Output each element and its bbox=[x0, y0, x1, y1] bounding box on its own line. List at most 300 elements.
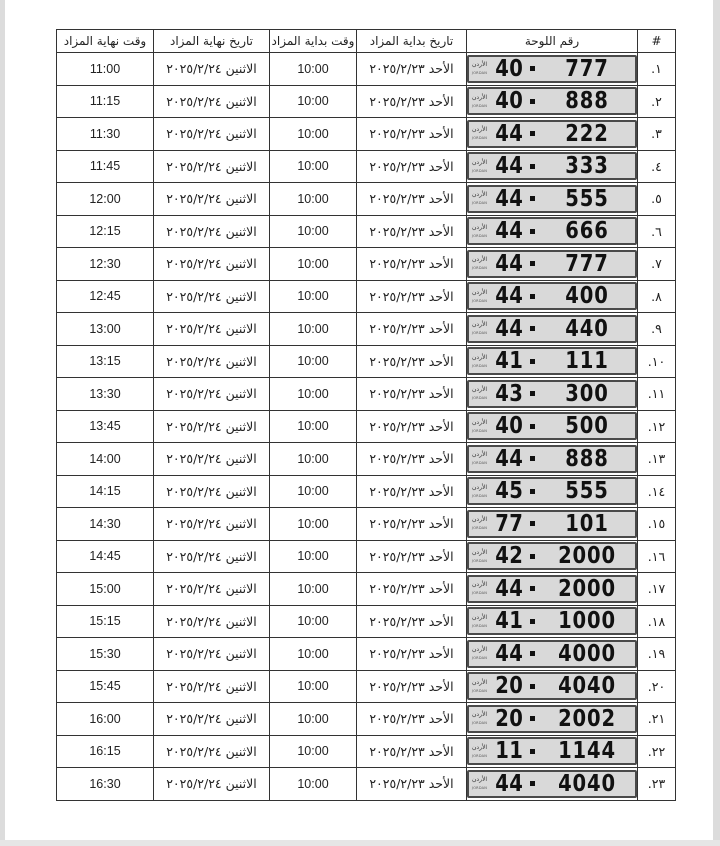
plate-cell bbox=[467, 280, 638, 313]
row-index: ١٦. bbox=[638, 540, 676, 573]
row-index: ١٢. bbox=[638, 410, 676, 443]
start-time: 10:00 bbox=[270, 85, 357, 118]
plate-country-arabic: الأردن bbox=[472, 581, 488, 588]
header-start-date: تاريخ بداية المزاد bbox=[357, 30, 467, 53]
start-time: 10:00 bbox=[270, 768, 357, 801]
plate-cell bbox=[467, 53, 638, 86]
plate-country-tag bbox=[472, 127, 494, 141]
plate-country-tag bbox=[472, 550, 494, 564]
end-date: الاثنين ٢٠٢٥/٢/٢٤ bbox=[154, 118, 270, 151]
license-plate bbox=[467, 477, 637, 505]
plate-country-tag bbox=[472, 777, 494, 791]
table-row bbox=[57, 345, 676, 378]
plate-separator-dot bbox=[530, 489, 535, 494]
end-time: 11:45 bbox=[57, 150, 154, 183]
start-time: 10:00 bbox=[270, 638, 357, 671]
plate-country-english: JORDAN bbox=[472, 103, 488, 108]
plate-country-arabic: الأردن bbox=[472, 743, 488, 751]
start-time: 10:00 bbox=[270, 540, 357, 573]
plate-code: 11 bbox=[495, 738, 524, 765]
plate-cell bbox=[467, 378, 638, 411]
table-row bbox=[57, 410, 676, 443]
plate-country-english: JORDAN bbox=[472, 233, 488, 238]
row-index: ٥. bbox=[638, 183, 676, 216]
start-time: 10:00 bbox=[270, 53, 357, 86]
start-date: الأحد ٢٠٢٥/٢/٢٣ bbox=[357, 183, 467, 216]
start-time: 10:00 bbox=[270, 378, 357, 411]
plate-number: 777 bbox=[565, 250, 609, 277]
plate-cell bbox=[467, 345, 638, 378]
plate-country-english: JORDAN bbox=[472, 623, 488, 628]
row-index: ٨. bbox=[638, 280, 676, 313]
plate-cell bbox=[467, 768, 638, 801]
plate-country-english: JORDAN bbox=[472, 656, 488, 660]
plate-country-arabic: الأردن bbox=[472, 776, 488, 783]
plate-separator-dot bbox=[530, 456, 535, 461]
start-date: الأحد ٢٠٢٥/٢/٢٣ bbox=[357, 118, 467, 151]
row-index: ١٧. bbox=[638, 573, 676, 606]
plate-cell bbox=[467, 670, 638, 703]
start-time: 10:00 bbox=[270, 735, 357, 768]
plate-country-arabic: الأردن bbox=[472, 126, 488, 133]
plate-country-arabic: الأردن bbox=[472, 711, 488, 718]
start-date: الأحد ٢٠٢٥/٢/٢٣ bbox=[357, 768, 467, 801]
plate-separator-dot bbox=[530, 716, 535, 721]
plate-country-tag bbox=[472, 517, 494, 531]
plate-number: 555 bbox=[565, 185, 609, 212]
start-time: 10:00 bbox=[270, 150, 357, 183]
plate-number: 888 bbox=[565, 88, 609, 115]
table-row bbox=[57, 768, 676, 801]
license-plate bbox=[467, 607, 637, 635]
table-row bbox=[57, 118, 676, 151]
plate-cell bbox=[467, 573, 638, 606]
plate-country-arabic: الأردن bbox=[472, 483, 488, 491]
plate-country-english: JORDAN bbox=[472, 688, 488, 693]
plate-code: 44 bbox=[495, 315, 524, 342]
end-time: 14:15 bbox=[57, 475, 154, 508]
plate-number: 333 bbox=[565, 153, 609, 180]
start-date: الأحد ٢٠٢٥/٢/٢٣ bbox=[357, 508, 467, 541]
plate-country-arabic: الأردن bbox=[472, 353, 488, 361]
end-time: 14:45 bbox=[57, 540, 154, 573]
plate-number: 1144 bbox=[558, 738, 616, 765]
table-row bbox=[57, 475, 676, 508]
end-date: الاثنين ٢٠٢٥/٢/٢٤ bbox=[154, 703, 270, 736]
plate-country-arabic: الأردن bbox=[472, 646, 488, 653]
table-row bbox=[57, 605, 676, 638]
table-row bbox=[57, 703, 676, 736]
end-time: 15:15 bbox=[57, 605, 154, 638]
row-index: ٢. bbox=[638, 85, 676, 118]
plate-separator-dot bbox=[530, 554, 535, 559]
plate-country-arabic: الأردن bbox=[472, 61, 488, 68]
plate-separator-dot bbox=[530, 131, 535, 136]
plate-separator-dot bbox=[530, 781, 535, 786]
license-plate bbox=[467, 640, 637, 668]
plate-number: 2002 bbox=[558, 705, 616, 732]
license-plate bbox=[467, 87, 637, 115]
end-date: الاثنين ٢٠٢٥/٢/٢٤ bbox=[154, 150, 270, 183]
viewer-edge-right bbox=[713, 0, 720, 846]
end-date: الاثنين ٢٠٢٥/٢/٢٤ bbox=[154, 540, 270, 573]
plate-separator-dot bbox=[530, 586, 535, 591]
end-time: 11:00 bbox=[57, 53, 154, 86]
plate-country-english: JORDAN bbox=[472, 558, 488, 563]
plate-code: 44 bbox=[495, 120, 524, 147]
plate-country-tag bbox=[472, 62, 494, 76]
document-page bbox=[5, 0, 713, 840]
row-index: ٢٣. bbox=[638, 768, 676, 801]
plate-number: 222 bbox=[565, 120, 609, 147]
plate-number: 666 bbox=[565, 218, 609, 245]
end-time: 16:00 bbox=[57, 703, 154, 736]
plate-country-arabic: الأردن bbox=[472, 93, 488, 101]
plate-separator-dot bbox=[530, 294, 535, 299]
header-end-time: وقت نهاية المزاد bbox=[57, 30, 154, 53]
plate-cell bbox=[467, 118, 638, 151]
plate-code: 45 bbox=[495, 478, 524, 505]
plate-code: 44 bbox=[495, 283, 524, 310]
start-time: 10:00 bbox=[270, 280, 357, 313]
plate-code: 41 bbox=[495, 608, 524, 635]
table-row bbox=[57, 670, 676, 703]
start-date: الأحد ٢٠٢٥/٢/٢٣ bbox=[357, 345, 467, 378]
plate-cell bbox=[467, 540, 638, 573]
end-date: الاثنين ٢٠٢٥/٢/٢٤ bbox=[154, 378, 270, 411]
plate-code: 42 bbox=[495, 543, 524, 570]
license-plate bbox=[467, 282, 637, 310]
table-row bbox=[57, 508, 676, 541]
end-date: الاثنين ٢٠٢٥/٢/٢٤ bbox=[154, 670, 270, 703]
license-plate bbox=[467, 217, 637, 245]
plate-code: 40 bbox=[495, 413, 524, 440]
end-time: 13:15 bbox=[57, 345, 154, 378]
end-date: الاثنين ٢٠٢٥/٢/٢٤ bbox=[154, 638, 270, 671]
table-row bbox=[57, 735, 676, 768]
plate-separator-dot bbox=[530, 684, 535, 689]
plate-cell bbox=[467, 638, 638, 671]
plate-separator-dot bbox=[530, 651, 535, 656]
plate-country-arabic: الأردن bbox=[472, 548, 488, 556]
table-row bbox=[57, 378, 676, 411]
license-plate bbox=[467, 510, 637, 538]
start-date: الأحد ٢٠٢٥/٢/٢٣ bbox=[357, 280, 467, 313]
row-index: ٢٠. bbox=[638, 670, 676, 703]
plate-country-arabic: الأردن bbox=[472, 516, 488, 523]
plate-number: 777 bbox=[565, 55, 609, 82]
plate-cell bbox=[467, 735, 638, 768]
table-row bbox=[57, 183, 676, 216]
start-time: 10:00 bbox=[270, 605, 357, 638]
license-plate bbox=[467, 575, 637, 603]
plate-cell bbox=[467, 215, 638, 248]
plate-separator-dot bbox=[530, 619, 535, 624]
plate-separator-dot bbox=[530, 424, 535, 429]
end-time: 14:00 bbox=[57, 443, 154, 476]
plate-country-english: JORDAN bbox=[472, 721, 488, 725]
plate-code: 40 bbox=[495, 55, 524, 82]
plate-code: 44 bbox=[495, 153, 524, 180]
plate-cell bbox=[467, 703, 638, 736]
license-plate bbox=[467, 445, 637, 473]
start-time: 10:00 bbox=[270, 703, 357, 736]
plate-country-tag bbox=[472, 160, 494, 174]
plate-country-arabic: الأردن bbox=[472, 256, 488, 263]
license-plate bbox=[467, 542, 637, 570]
plate-country-tag bbox=[472, 745, 494, 759]
end-date: الاثنين ٢٠٢٥/٢/٢٤ bbox=[154, 735, 270, 768]
header-start-time: وقت بداية المزاد bbox=[270, 30, 357, 53]
start-time: 10:00 bbox=[270, 183, 357, 216]
header-end-date: تاريخ نهاية المزاد bbox=[154, 30, 270, 53]
plate-separator-dot bbox=[530, 196, 535, 201]
plate-number: 4040 bbox=[558, 673, 616, 700]
start-date: الأحد ٢٠٢٥/٢/٢٣ bbox=[357, 703, 467, 736]
end-date: الاثنين ٢٠٢٥/٢/٢٤ bbox=[154, 53, 270, 86]
plate-country-english: JORDAN bbox=[472, 493, 488, 498]
end-date: الاثنين ٢٠٢٥/٢/٢٤ bbox=[154, 345, 270, 378]
end-date: الاثنين ٢٠٢٥/٢/٢٤ bbox=[154, 475, 270, 508]
row-index: ١١. bbox=[638, 378, 676, 411]
end-time: 13:30 bbox=[57, 378, 154, 411]
plate-country-arabic: الأردن bbox=[472, 158, 488, 166]
start-date: الأحد ٢٠٢٥/٢/٢٣ bbox=[357, 248, 467, 281]
plate-number: 2000 bbox=[558, 543, 616, 570]
plate-cell bbox=[467, 313, 638, 346]
plate-country-tag bbox=[472, 420, 494, 434]
end-time: 16:15 bbox=[57, 735, 154, 768]
plate-country-english: JORDAN bbox=[472, 526, 488, 530]
end-time: 11:30 bbox=[57, 118, 154, 151]
plate-number: 440 bbox=[565, 315, 609, 342]
plate-country-tag bbox=[472, 290, 494, 304]
start-date: الأحد ٢٠٢٥/٢/٢٣ bbox=[357, 313, 467, 346]
plate-country-arabic: الأردن bbox=[472, 613, 488, 621]
end-date: الاثنين ٢٠٢٥/٢/٢٤ bbox=[154, 248, 270, 281]
plate-country-tag bbox=[472, 485, 494, 499]
end-date: الاثنين ٢٠٢٥/٢/٢٤ bbox=[154, 215, 270, 248]
table-row bbox=[57, 280, 676, 313]
plate-country-english: JORDAN bbox=[472, 363, 488, 368]
plate-code: 44 bbox=[495, 250, 524, 277]
table-row bbox=[57, 573, 676, 606]
header-index: # bbox=[638, 30, 676, 53]
plate-country-english: JORDAN bbox=[472, 461, 488, 465]
license-plate bbox=[467, 250, 637, 278]
row-index: ٣. bbox=[638, 118, 676, 151]
plate-country-tag bbox=[472, 582, 494, 596]
plate-country-arabic: الأردن bbox=[472, 451, 488, 458]
end-date: الاثنين ٢٠٢٥/٢/٢٤ bbox=[154, 605, 270, 638]
plate-number: 101 bbox=[565, 510, 609, 537]
start-time: 10:00 bbox=[270, 670, 357, 703]
plate-country-arabic: الأردن bbox=[472, 288, 488, 296]
plate-code: 44 bbox=[495, 770, 524, 797]
plate-code: 43 bbox=[495, 380, 524, 407]
plate-separator-dot bbox=[530, 229, 535, 234]
start-date: الأحد ٢٠٢٥/٢/٢٣ bbox=[357, 540, 467, 573]
plate-country-arabic: الأردن bbox=[472, 321, 488, 328]
plate-separator-dot bbox=[530, 521, 535, 526]
plate-country-tag bbox=[472, 680, 494, 694]
plate-country-english: JORDAN bbox=[472, 428, 488, 433]
plate-separator-dot bbox=[530, 359, 535, 364]
license-plate bbox=[467, 672, 637, 700]
plate-country-arabic: الأردن bbox=[472, 386, 488, 393]
plate-country-arabic: الأردن bbox=[472, 678, 488, 686]
start-time: 10:00 bbox=[270, 215, 357, 248]
row-index: ٢٢. bbox=[638, 735, 676, 768]
plate-code: 44 bbox=[495, 185, 524, 212]
plate-cell bbox=[467, 85, 638, 118]
license-plate bbox=[467, 737, 637, 765]
license-plate bbox=[467, 185, 637, 213]
row-index: ١. bbox=[638, 53, 676, 86]
plate-number: 1000 bbox=[558, 608, 616, 635]
plate-country-english: JORDAN bbox=[472, 136, 488, 140]
license-plate bbox=[467, 380, 637, 408]
plate-number: 4000 bbox=[558, 640, 616, 667]
start-date: الأحد ٢٠٢٥/٢/٢٣ bbox=[357, 735, 467, 768]
license-plate bbox=[467, 770, 637, 798]
end-time: 12:00 bbox=[57, 183, 154, 216]
end-time: 12:30 bbox=[57, 248, 154, 281]
plate-number: 555 bbox=[565, 478, 609, 505]
plate-cell bbox=[467, 443, 638, 476]
license-plate bbox=[467, 315, 637, 343]
plate-separator-dot bbox=[530, 749, 535, 754]
plate-country-tag bbox=[472, 257, 494, 271]
license-plate bbox=[467, 55, 637, 83]
row-index: ١٤. bbox=[638, 475, 676, 508]
table-body bbox=[57, 53, 676, 801]
plate-cell bbox=[467, 183, 638, 216]
plate-number: 400 bbox=[565, 283, 609, 310]
license-plate bbox=[467, 412, 637, 440]
end-time: 13:45 bbox=[57, 410, 154, 443]
end-date: الاثنين ٢٠٢٥/٢/٢٤ bbox=[154, 573, 270, 606]
start-date: الأحد ٢٠٢٥/٢/٢٣ bbox=[357, 670, 467, 703]
plate-code: 40 bbox=[495, 88, 524, 115]
row-index: ١٩. bbox=[638, 638, 676, 671]
end-time: 12:15 bbox=[57, 215, 154, 248]
row-index: ١٥. bbox=[638, 508, 676, 541]
table-row bbox=[57, 53, 676, 86]
start-time: 10:00 bbox=[270, 248, 357, 281]
start-time: 10:00 bbox=[270, 443, 357, 476]
plate-country-english: JORDAN bbox=[472, 786, 488, 790]
table-row bbox=[57, 85, 676, 118]
plate-country-tag bbox=[472, 615, 494, 629]
plate-code: 44 bbox=[495, 575, 524, 602]
license-plate bbox=[467, 152, 637, 180]
viewer-edge-bottom bbox=[0, 840, 720, 846]
table-row bbox=[57, 638, 676, 671]
header-plate-number: رقم اللوحة bbox=[467, 30, 638, 53]
plate-country-english: JORDAN bbox=[472, 266, 488, 270]
plate-country-english: JORDAN bbox=[472, 201, 488, 205]
plate-code: 77 bbox=[495, 510, 524, 537]
end-date: الاثنين ٢٠٢٥/٢/٢٤ bbox=[154, 85, 270, 118]
plate-code: 20 bbox=[495, 673, 524, 700]
plate-country-english: JORDAN bbox=[472, 71, 488, 75]
plate-separator-dot bbox=[530, 66, 535, 71]
plate-number: 300 bbox=[565, 380, 609, 407]
plate-country-arabic: الأردن bbox=[472, 418, 488, 426]
start-date: الأحد ٢٠٢٥/٢/٢٣ bbox=[357, 410, 467, 443]
row-index: ٧. bbox=[638, 248, 676, 281]
end-date: الاثنين ٢٠٢٥/٢/٢٤ bbox=[154, 313, 270, 346]
end-time: 11:15 bbox=[57, 85, 154, 118]
plate-cell bbox=[467, 150, 638, 183]
end-time: 15:30 bbox=[57, 638, 154, 671]
start-date: الأحد ٢٠٢٥/٢/٢٣ bbox=[357, 605, 467, 638]
start-date: الأحد ٢٠٢٥/٢/٢٣ bbox=[357, 150, 467, 183]
license-plate bbox=[467, 705, 637, 733]
start-date: الأحد ٢٠٢٥/٢/٢٣ bbox=[357, 215, 467, 248]
start-date: الأحد ٢٠٢٥/٢/٢٣ bbox=[357, 85, 467, 118]
table-row bbox=[57, 150, 676, 183]
start-time: 10:00 bbox=[270, 475, 357, 508]
end-time: 16:30 bbox=[57, 768, 154, 801]
row-index: ١٨. bbox=[638, 605, 676, 638]
row-index: ٦. bbox=[638, 215, 676, 248]
plate-country-tag bbox=[472, 647, 494, 661]
row-index: ٩. bbox=[638, 313, 676, 346]
end-date: الاثنين ٢٠٢٥/٢/٢٤ bbox=[154, 410, 270, 443]
plate-code: 41 bbox=[495, 348, 524, 375]
row-index: ٤. bbox=[638, 150, 676, 183]
end-time: 12:45 bbox=[57, 280, 154, 313]
end-date: الاثنين ٢٠٢٥/٢/٢٤ bbox=[154, 280, 270, 313]
plate-number: 111 bbox=[565, 348, 609, 375]
plate-country-english: JORDAN bbox=[472, 591, 488, 595]
row-index: ٢١. bbox=[638, 703, 676, 736]
plate-code: 44 bbox=[495, 445, 524, 472]
plate-separator-dot bbox=[530, 164, 535, 169]
plate-country-arabic: الأردن bbox=[472, 191, 488, 198]
end-time: 14:30 bbox=[57, 508, 154, 541]
end-time: 15:45 bbox=[57, 670, 154, 703]
end-time: 15:00 bbox=[57, 573, 154, 606]
plate-country-tag bbox=[472, 712, 494, 726]
plate-code: 44 bbox=[495, 218, 524, 245]
plate-country-arabic: الأردن bbox=[472, 223, 488, 231]
plate-cell bbox=[467, 475, 638, 508]
plate-separator-dot bbox=[530, 326, 535, 331]
plate-country-tag bbox=[472, 322, 494, 336]
plate-country-english: JORDAN bbox=[472, 168, 488, 173]
plate-country-english: JORDAN bbox=[472, 396, 488, 400]
plate-cell bbox=[467, 410, 638, 443]
end-date: الاثنين ٢٠٢٥/٢/٢٤ bbox=[154, 508, 270, 541]
plate-separator-dot bbox=[530, 99, 535, 104]
plate-code: 44 bbox=[495, 640, 524, 667]
end-date: الاثنين ٢٠٢٥/٢/٢٤ bbox=[154, 768, 270, 801]
end-date: الاثنين ٢٠٢٥/٢/٢٤ bbox=[154, 443, 270, 476]
start-date: الأحد ٢٠٢٥/٢/٢٣ bbox=[357, 475, 467, 508]
plate-number: 500 bbox=[565, 413, 609, 440]
plate-code: 20 bbox=[495, 705, 524, 732]
table-row bbox=[57, 313, 676, 346]
license-plate bbox=[467, 347, 637, 375]
plate-country-english: JORDAN bbox=[472, 331, 488, 335]
plate-number: 2000 bbox=[558, 575, 616, 602]
table-row bbox=[57, 443, 676, 476]
end-time: 13:00 bbox=[57, 313, 154, 346]
row-index: ١٣. bbox=[638, 443, 676, 476]
